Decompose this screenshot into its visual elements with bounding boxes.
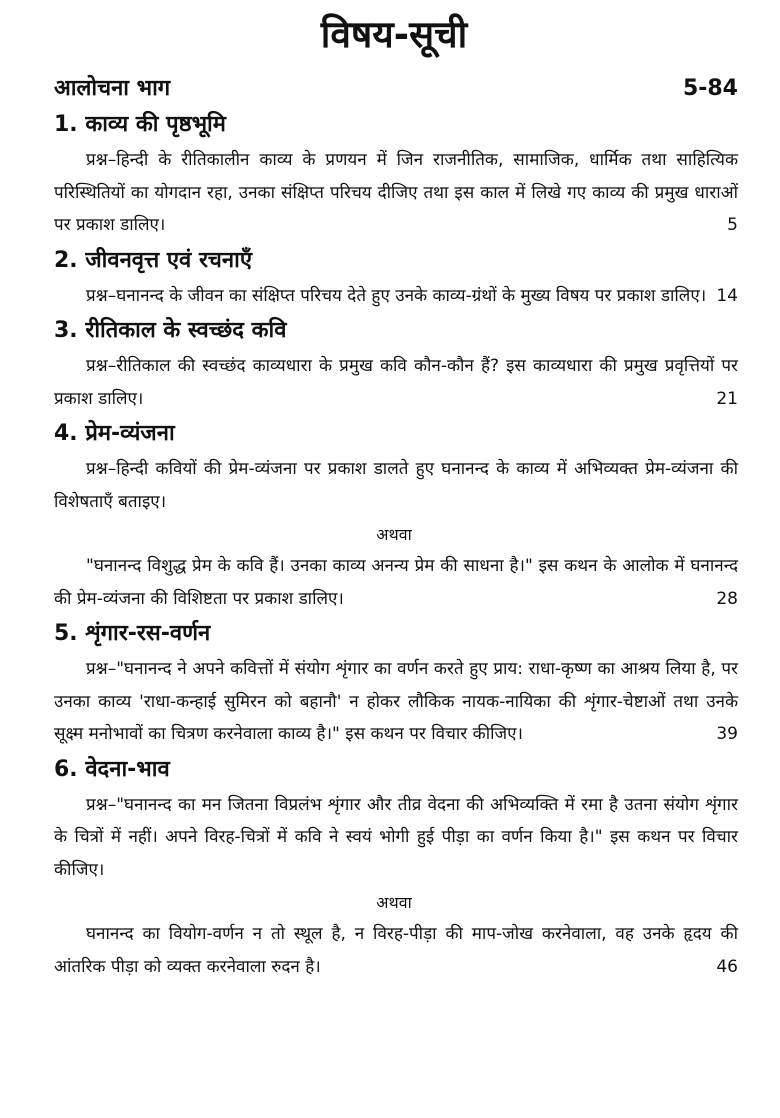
toc-entry (50, 280, 738, 313)
part-label: आलोचना भाग (54, 76, 171, 101)
toc-page (0, 10, 780, 1118)
entry-page-number: 39 (716, 724, 738, 744)
toc-section-5 (50, 615, 738, 751)
entry-page-number: 46 (716, 956, 738, 977)
section-heading: 6. वेदना-भाव (54, 756, 170, 782)
toc-section-3 (50, 312, 738, 415)
section-heading: 4. प्रेम-व्यंजना (54, 421, 175, 446)
entry-text: प्रश्न–"घनानन्द ने अपने कवित्तों में संयोग शृंगार का वर्णन करते हुए प्राय: राधा-कृष्ण का आश्रय लिया है, पर उनका काव्य 'राधा-कन्हाई सुमिरन को बहानौ' न होकर लौकिक नायक-नायिका की शृंगार-चेष्टाओं तथा उनके सूक्ष्म मनोभावों का चित्रण करनेवाला काव्य है।" इस कथन पर विचार कीजिए। (54, 659, 738, 744)
toc-entry (50, 653, 738, 751)
alternative-separator: अथवा (376, 893, 412, 912)
entry-text: प्रश्न–घनानन्द के जीवन का संक्षिप्त परिचय देते हुए उनके काव्य-ग्रंथों के मुख्य विषय पर प्रकाश डालिए। (86, 285, 707, 306)
entry-text: घनानन्द का वियोग-वर्णन न तो स्थूल है, न विरह-पीड़ा की माप-जोख करनेवाला, वह उनके हृदय की आंतरिक पीड़ा को व्यक्त करनेवाला रुदन है। (54, 924, 738, 977)
section-heading: 5. शृंगार-रस-वर्णन (54, 621, 211, 646)
section-heading: 2. जीवनवृत्त एवं रचनाएँ (54, 247, 252, 273)
toc-entry (50, 453, 738, 518)
part-heading-row (50, 72, 738, 106)
toc-entry (50, 550, 738, 615)
section-heading: 3. रीतिकाल के स्वच्छंद कवि (54, 318, 287, 343)
entry-text: प्रश्न–हिन्दी के रीतिकालीन काव्य के प्रणयन में जिन राजनीतिक, सामाजिक, धार्मिक तथा साहित्यिक परिस्थितियों का योगदान रहा, उनका संक्षिप्त परिचय दीजिए तथा इस काल में लिखे गए काव्य की प्रमुख धाराओं पर प्रकाश डालिए। (54, 150, 738, 235)
entry-page-number: 5 (727, 215, 738, 235)
entry-text: प्रश्न–हिन्दी कवियों की प्रेम-व्यंजना पर प्रकाश डालते हुए घनानन्द के काव्य में अभिव्यक्त प्रेम-व्यंजना की विशेषताएँ बताइए। (54, 459, 738, 512)
toc-section-1 (50, 106, 738, 242)
toc-entry (50, 350, 738, 415)
section-heading: 1. काव्य की पृष्ठभूमि (54, 112, 226, 137)
toc-entry (50, 789, 738, 887)
entry-text: "घनानन्द विशुद्ध प्रेम के कवि हैं। उनका काव्य अनन्य प्रेम की साधना है।" इस कथन के आलोक में घनानन्द की प्रेम-व्यंजना की विशिष्टता पर प्रकाश डालिए। (54, 556, 738, 609)
toc-section-2 (50, 242, 738, 313)
toc-section-4 (50, 415, 738, 615)
alternative-separator: अथवा (376, 525, 412, 544)
entry-text: प्रश्न–रीतिकाल की स्वच्छंद काव्यधारा के प्रमुख कवि कौन-कौन हैं? इस काव्यधारा की प्रमुख प्रवृत्तियों पर प्रकाश डालिए। (54, 356, 738, 409)
entry-text: प्रश्न–"घनानन्द का मन जितना विप्रलंभ शृंगार और तीव्र वेदना की अभिव्यक्ति में रमा है उतना संयोग शृंगार के चित्रों में नहीं। अपने विरह-चित्रों में कवि ने स्वयं भोगी हुई पीड़ा का वर्णन किया है।" इस कथन पर विचार कीजिए। (54, 794, 738, 880)
page-title: विषय-सूची (320, 13, 468, 56)
toc-entry (50, 918, 738, 983)
entry-page-number: 28 (716, 588, 738, 609)
toc-entry (50, 144, 738, 242)
toc-section-6 (50, 751, 738, 984)
entry-page-number: 14 (716, 285, 738, 306)
part-page-range: 5-84 (682, 76, 738, 101)
entry-page-number: 21 (716, 388, 738, 409)
